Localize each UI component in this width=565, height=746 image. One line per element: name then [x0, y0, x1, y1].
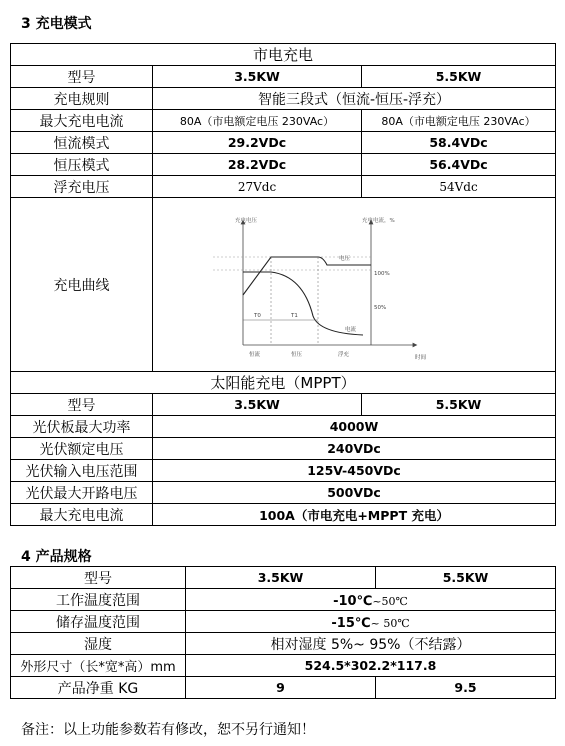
float-voltage-3-5kw: 27Vdc [153, 176, 362, 198]
voltage-curve [243, 257, 371, 295]
current-curve [243, 272, 363, 335]
pv-max-power-label: 光伏板最大功率 [11, 416, 153, 438]
constant-current-label: 恒流模式 [11, 132, 153, 154]
spec-model-5-5kw: 5.5KW [376, 567, 556, 589]
charging-mode-table [10, 43, 556, 526]
footnote: 备注：以上功能参数若有修改，恕不另行通知！ [21, 722, 315, 738]
t1-label: T1 [291, 313, 298, 319]
percent-50-label: 50% [374, 305, 387, 311]
humidity-label: 湿度 [11, 633, 186, 655]
model-5-5kw: 5.5KW [362, 66, 556, 88]
operating-temp-high: ~50℃ [372, 595, 408, 608]
solar-max-current-value: 100A（市电充电+MPPT 充电） [153, 504, 556, 526]
max-charge-current-label: 最大充电电流 [11, 110, 153, 132]
section-4-title: 4 产品规格 [21, 549, 92, 565]
pv-max-power-value: 4000W [153, 416, 556, 438]
storage-temp-low: -15℃ [331, 616, 371, 631]
net-weight-label: 产品净重 KG [11, 677, 186, 699]
voltage-line-label: 电压 [339, 256, 351, 262]
percent-100-label: 100% [374, 271, 390, 277]
charging-curve-diagram [153, 198, 556, 370]
current-axis-label: 充电电流，% [362, 218, 395, 224]
net-weight-3-5kw: 9 [186, 677, 376, 699]
solar-charging-title: 太阳能充电（MPPT） [11, 372, 556, 394]
t0-label: T0 [254, 313, 261, 319]
spec-model-label: 型号 [11, 567, 186, 589]
current-line-label: 电流 [345, 327, 357, 333]
solar-max-current-label: 最大充电电流 [11, 504, 153, 526]
float-voltage-label: 浮充电压 [11, 176, 153, 198]
stage-constant-current-label: 恒流 [249, 352, 261, 358]
net-weight-5-5kw: 9.5 [376, 677, 556, 699]
operating-temp-value [186, 589, 556, 611]
constant-voltage-label: 恒压模式 [11, 154, 153, 176]
stage-constant-voltage-label: 恒压 [291, 352, 303, 358]
pv-input-range-label: 光伏输入电压范围 [11, 460, 153, 482]
pv-input-range-value: 125V-450VDc [153, 460, 556, 482]
solar-model-label: 型号 [11, 394, 153, 416]
float-voltage-5-5kw: 54Vdc [362, 176, 556, 198]
pv-rated-voltage-value: 240VDc [153, 438, 556, 460]
storage-temp-high: ~ 50℃ [370, 617, 410, 630]
operating-temp-label: 工作温度范围 [11, 589, 186, 611]
charging-curve-label: 充电曲线 [11, 198, 153, 372]
max-charge-current-5-5kw: 80A（市电额定电压 230VAc） [362, 110, 556, 132]
stage-float-label: 浮充 [338, 352, 350, 358]
charging-curve-cell [153, 198, 556, 372]
storage-temp-label: 储存温度范围 [11, 611, 186, 633]
charging-rule-label: 充电规则 [11, 88, 153, 110]
solar-model-5-5kw: 5.5KW [362, 394, 556, 416]
pv-rated-voltage-label: 光伏额定电压 [11, 438, 153, 460]
storage-temp-value [186, 611, 556, 633]
pv-open-circuit-label: 光伏最大开路电压 [11, 482, 153, 504]
charging-rule-value: 智能三段式（恒流-恒压-浮充） [153, 88, 556, 110]
section-3-title: 3 充电模式 [21, 16, 92, 32]
constant-voltage-5-5kw: 56.4VDc [362, 154, 556, 176]
humidity-value: 相对湿度 5%~ 95%（不结露） [186, 633, 556, 655]
constant-current-5-5kw: 58.4VDc [362, 132, 556, 154]
dimensions-label: 外形尺寸（长*宽*高）mm [11, 655, 186, 677]
pv-open-circuit-value: 500VDc [153, 482, 556, 504]
solar-model-3-5kw: 3.5KW [153, 394, 362, 416]
max-charge-current-3-5kw: 80A（市电额定电压 230VAc） [153, 110, 362, 132]
grid-charging-title: 市电充电 [11, 44, 556, 66]
operating-temp-low: -10℃ [333, 594, 373, 609]
constant-voltage-3-5kw: 28.2VDc [153, 154, 362, 176]
model-label: 型号 [11, 66, 153, 88]
constant-current-3-5kw: 29.2VDc [153, 132, 362, 154]
voltage-axis-label: 充电电压 [235, 218, 258, 224]
model-3-5kw: 3.5KW [153, 66, 362, 88]
spec-model-3-5kw: 3.5KW [186, 567, 376, 589]
product-spec-table [10, 566, 556, 699]
time-axis-label: 时间 [415, 355, 427, 361]
dimensions-value: 524.5*302.2*117.8 [186, 655, 556, 677]
